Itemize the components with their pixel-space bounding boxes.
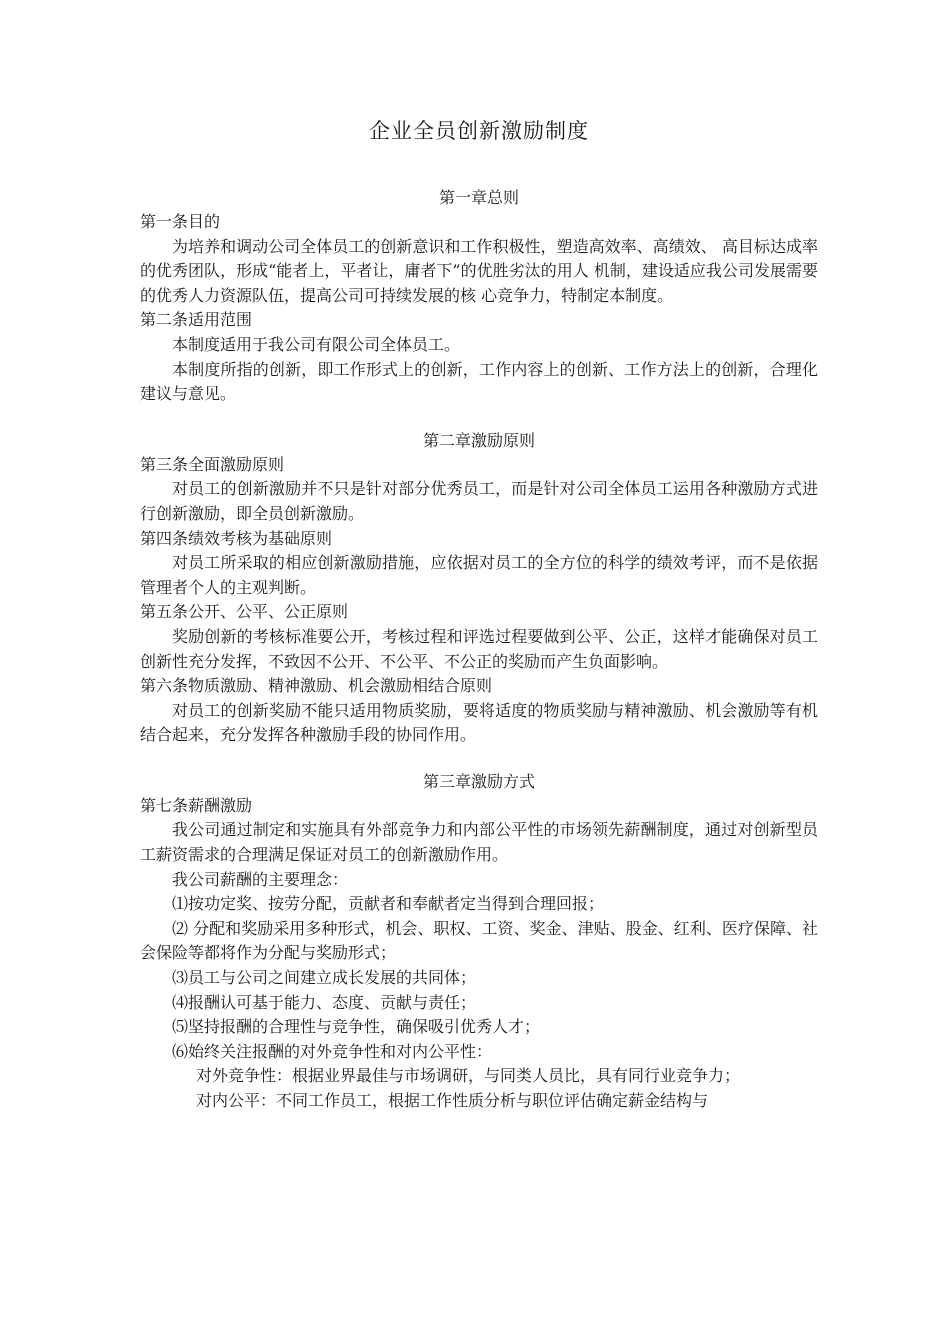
paragraph: ⑹始终关注报酬的对外竞争性和对内公平性： <box>172 1041 493 1061</box>
paragraph: ⑸坚持报酬的合理性与竞争性，确保吸引优秀人才； <box>172 1017 541 1037</box>
paragraph: 对员工的创新奖励不能只适用物质奖励，要将适度的物质奖励与精神激励、机会激励等有机结合起来，充分发挥各种激励手段的协同作用。 <box>140 700 818 745</box>
paragraph: 对外竞争性：根据业界最佳与市场调研，与同类人员比，具有同行业竞争力； <box>196 1066 741 1086</box>
article-title: 第一条目的 <box>140 212 221 231</box>
article-title: 第六条物质激励、精神激励、机会激励相结合原则 <box>140 676 493 696</box>
paragraph: ⑵ 分配和奖励采用多种形式，机会、职权、工资、奖金、津贴、股金、红利、医疗保障、社会保险等都将作为分配与奖励形式； <box>140 918 818 963</box>
paragraph: 本制度所指的创新，即工作形式上的创新，工作内容上的创新、工作方法上的创新，合理化建议与意见。 <box>140 359 818 404</box>
document-page <box>140 116 818 1114</box>
chapter-section <box>140 429 818 748</box>
article-title: 第三条全面激励原则 <box>140 454 285 474</box>
paragraph: 对员工所采取的相应创新激励措施，应依据对员工的全方位的科学的绩效考评，而不是依据管理者个人的主观判断。 <box>140 553 818 597</box>
chapter-section <box>140 770 818 1114</box>
paragraph: 我公司通过制定和实施具有外部竞争力和内部公平性的市场领先薪酬制度，通过对创新型员工薪资需求的合理满足保证对员工的创新激励作用。 <box>140 820 818 865</box>
paragraph: 对内公平：不同工作员工，根据工作性质分析与职位评估确定薪金结构与 <box>196 1091 709 1110</box>
paragraph: 为培养和调动公司全体员工的创新意识和工作积极性，塑造高效率、高绩效、 高目标达成率的优秀团队，形成“能者上，平者让，庸者下”的优胜劣汰的用人 机制，建设适应我公司发展需要的优秀人力资源队伍，提高公司可持续发展的核 心竞争力，特制定本制度。 <box>140 236 818 305</box>
article-title: 第二条适用范围 <box>140 310 253 330</box>
chapter-section <box>140 186 818 407</box>
paragraph: 本制度适用于我公司有限公司全体员工。 <box>172 334 461 354</box>
document-title: 企业全员创新激励制度 <box>369 119 589 143</box>
article-title: 第五条公开、公平、公正原则 <box>140 602 349 622</box>
paragraph: 我公司薪酬的主要理念： <box>172 869 349 889</box>
paragraph: 奖励创新的考核标准要公开，考核过程和评选过程要做到公平、公正，这样才能确保对员工创新性充分发挥，不致因不公开、不公平、不公正的奖励而产生负面影响。 <box>140 626 818 671</box>
article-title: 第七条薪酬激励 <box>140 795 253 815</box>
chapter-heading: 第一章总则 <box>438 188 519 207</box>
article-title: 第四条绩效考核为基础原则 <box>140 528 333 548</box>
paragraph: ⑷报酬认可基于能力、态度、贡献与责任； <box>172 992 477 1012</box>
paragraph: 对员工的创新激励并不只是针对部分优秀员工，而是针对公司全体员工运用各种激励方式进行创新激励，即全员创新激励。 <box>140 479 818 523</box>
document-body <box>140 186 818 1114</box>
chapter-heading: 第三章激励方式 <box>422 771 535 791</box>
chapter-heading: 第二章激励原则 <box>422 430 535 450</box>
paragraph: ⑶员工与公司之间建立成长发展的共同体； <box>172 968 477 988</box>
paragraph: ⑴按功定奖、按劳分配，贡献者和奉献者定当得到合理回报； <box>172 894 605 914</box>
